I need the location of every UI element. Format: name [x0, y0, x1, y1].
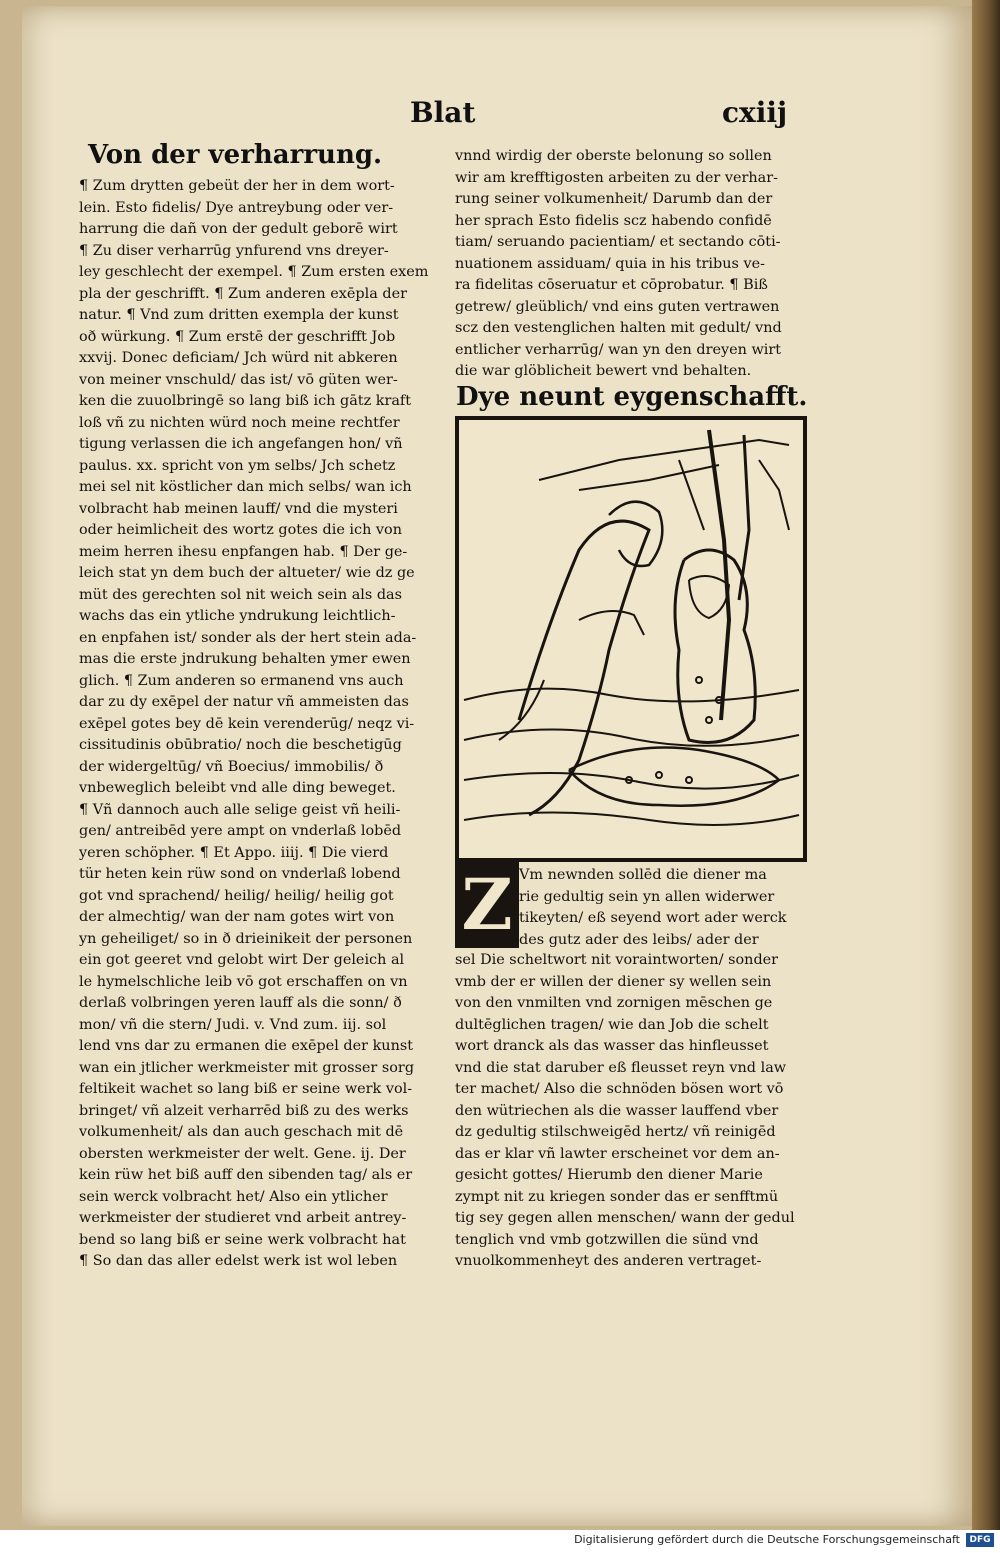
- right-column-initial-line: tikeyten/ eß seyend wort ader werck: [519, 910, 787, 926]
- left-column-line: dar zu dy exēpel der natur vñ ammeisten das: [79, 694, 409, 710]
- left-column-line: bringet/ vñ alzeit verharrēd biß zu des werks: [79, 1102, 409, 1119]
- right-column-top-line: scz den vestenglichen halten mit gedult/ vnd: [455, 320, 782, 336]
- left-column-line: vnbeweglich beleibt vnd alle ding beweget.: [79, 780, 396, 796]
- right-column-bottom-line: tenglich vnd vmb gotzwillen die sünd vnd: [455, 1231, 759, 1248]
- left-column-line: derlaß volbringen yeren lauff als die sonn/ ð: [79, 995, 402, 1011]
- left-column-line: sein werck volbracht het/ Also ein ytlicher: [79, 1188, 388, 1205]
- left-column-line: tigung verlassen die ich angefangen hon/ vñ: [79, 436, 403, 452]
- right-column-bottom-line: dultēglichen tragen/ wie dan Job die schelt: [455, 1016, 769, 1033]
- right-column-top-line: wir am krefftigosten arbeiten zu der verhar-: [455, 169, 778, 186]
- right-column-initial-line: Vm newnden sollēd die diener ma: [519, 867, 767, 883]
- right-column-bottom-line: ter machet/ Also die schnöden bösen wort vō: [455, 1081, 784, 1097]
- left-column-line: ley geschlecht der exempel. ¶ Zum ersten exem: [79, 264, 429, 280]
- right-column-top-line: tiam/ seruando pacientiam/ et sectando cōti-: [455, 234, 781, 250]
- left-column-line: meim herren ihesu enpfangen hab. ¶ Der ge-: [79, 543, 408, 560]
- right-column-bottom-line: den wütriechen als die wasser lauffend vber: [455, 1102, 779, 1119]
- right-column-bottom-line: tig sey gegen allen menschen/ wann der gedul: [455, 1210, 795, 1226]
- left-column-line: müt des gerechten sol nit weich sein als das: [79, 586, 403, 603]
- left-heading: Von der verharrung.: [88, 140, 383, 170]
- left-column-line: feltikeit wachet so lang biß er seine werk vol-: [79, 1081, 413, 1097]
- left-column-line: mas die erste jndrukung behalten ymer ewen: [79, 651, 411, 667]
- left-column-line: loß vñ zu nichten würd noch meine rechtfer: [79, 414, 400, 431]
- left-column-line: paulus. xx. spricht von ym selbs/ Jch schetz: [79, 457, 396, 474]
- left-column-line: volkumenheit/ als dan auch geschach mit dē: [79, 1124, 404, 1140]
- left-column-line: volbracht hab meinen lauff/ vnd die mysteri: [79, 500, 398, 517]
- right-column-bottom-line: vnd die stat daruber eß fleusset reyn vnd law: [455, 1059, 787, 1076]
- left-column-line: oder heimlicheit des wortz gotes die ich von: [79, 522, 402, 538]
- page-edge: [972, 0, 1000, 1553]
- left-column-line: got vnd sprachend/ heilig/ heilig/ heilig got: [79, 887, 394, 904]
- right-heading: Dye neunt eygenschafft.: [456, 382, 808, 412]
- right-column-bottom-line: vnuolkommenheyt des anderen vertraget-: [455, 1253, 762, 1269]
- left-column-line: lein. Esto fidelis/ Dye antreybung oder ver-: [79, 199, 394, 216]
- left-column-line: yn geheiliget/ so in ð drieinikeit der personen: [79, 930, 413, 947]
- left-column-line: ¶ Zum drytten gebeüt der her in dem wort-: [79, 178, 395, 194]
- left-column-line: ¶ So dan das aller edelst werk ist wol leben: [79, 1253, 398, 1269]
- right-column-bottom-line: wort dranck als das wasser das hinfleusset: [455, 1038, 769, 1054]
- right-column-top-line: nuationem assiduam/ quia in his tribus ve-: [455, 255, 765, 272]
- left-column-line: natur. ¶ Vnd zum dritten exempla der kunst: [79, 307, 399, 323]
- right-column-bottom-line: das er klar vñ lawter erscheinet vor dem an-: [455, 1145, 780, 1162]
- left-column-line: obersten werkmeister der welt. Gene. ij. Der: [79, 1145, 406, 1162]
- left-column-line: leich stat yn dem buch der altueter/ wie dz ge: [79, 565, 415, 581]
- left-column-line: glich. ¶ Zum anderen so ermanend vns auch: [79, 672, 404, 689]
- left-column-line: ein got geeret vnd gelobt wirt Der geleich al: [79, 952, 405, 968]
- left-column-text: [79, 176, 437, 1273]
- right-column-top-line: ra fidelitas cōseruatur et cōprobatur. ¶ Biß: [455, 277, 768, 293]
- right-column-top-line: vnnd wirdig der oberste belonung so sollen: [455, 148, 772, 164]
- running-head-right: cxiij: [722, 96, 788, 129]
- right-column-initial-lines: [519, 865, 809, 951]
- left-column-line: yeren schöpher. ¶ Et Appo. iiij. ¶ Die vierd: [79, 844, 389, 861]
- woodcut-svg: [459, 420, 803, 858]
- left-column-line: kein rüw het biß auff den sibenden tag/ als er: [79, 1167, 413, 1183]
- left-column-line: ken die zuuolbringē so lang biß ich gātz kraft: [79, 393, 412, 409]
- running-head-left: Blat: [410, 96, 476, 129]
- right-column-bottom-line: zympt nit zu kriegen sonder das er senfftmü: [455, 1188, 779, 1205]
- right-column-top-line: her sprach Esto fidelis scz habendo confidē: [455, 212, 772, 229]
- digitization-credit: Digitalisierung gefördert durch die Deutsche Forschungsgemeinschaft: [574, 1533, 960, 1546]
- dfg-logo: DFG: [966, 1533, 994, 1547]
- right-column-bottom-line: vmb der er willen der diener sy wellen sein: [455, 973, 772, 990]
- left-column-line: le hymelschliche leib vō got erschaffen on vn: [79, 973, 408, 990]
- right-column-bottom-line: sel Die scheltwort nit voraintworten/ sonder: [455, 952, 779, 968]
- left-column-line: gen/ antreibēd yere ampt on vnderlaß lobēd: [79, 823, 402, 839]
- left-column-line: werkmeister der studieret vnd arbeit antrey-: [79, 1210, 407, 1226]
- left-column-line: cissitudinis obūbratio/ noch die beschetigūg: [79, 737, 402, 753]
- right-column-top-line: die war glöblicheit bewert vnd behalten.: [455, 363, 752, 379]
- right-column-bottom-line: gesicht gottes/ Hierumb den diener Marie: [455, 1167, 763, 1183]
- left-column-line: von meiner vnschuld/ das ist/ vō güten wer-: [79, 371, 398, 388]
- left-column-line: xxvij. Donec deficiam/ Jch würd nit abkeren: [79, 350, 398, 366]
- right-column-initial-line: des gutz ader des leibs/ ader der: [519, 931, 759, 948]
- right-column-top-line: rung seiner volkumenheit/ Darumb dan der: [455, 191, 773, 207]
- left-column-line: der almechtig/ wan der nam gotes wirt von: [79, 909, 395, 925]
- left-column-line: pla der geschrifft. ¶ Zum anderen exēpla der: [79, 285, 407, 302]
- right-column-initial-line: rie gedultig sein yn allen widerwer: [519, 888, 775, 905]
- right-column-bottom-text: [455, 950, 805, 1273]
- left-column-line: exēpel gotes bey dē kein verenderūg/ neqz vi-: [79, 715, 415, 732]
- left-column-line: lend vns dar zu ermanen die exēpel der kunst: [79, 1038, 414, 1054]
- left-column-line: ¶ Zu diser verharrūg ynfurend vns dreyer-: [79, 242, 389, 259]
- left-column-line: oð würkung. ¶ Zum erstē der geschrifft Job: [79, 328, 396, 345]
- left-column-line: mon/ vñ die stern/ Judi. v. Vnd zum. iij. sol: [79, 1016, 387, 1033]
- left-column-line: bend so lang biß er seine werk volbracht hat: [79, 1231, 406, 1248]
- left-column-line: wachs das ein ytliche yndrukung leichtlich-: [79, 608, 396, 624]
- left-column-line: wan ein jtlicher werkmeister mit grosser sorg: [79, 1059, 415, 1076]
- right-column-top-line: entlicher verharrūg/ wan yn den dreyen wirt: [455, 341, 782, 358]
- right-column-top-line: getrew/ gleüblich/ vnd eins guten vertrawen: [455, 298, 780, 315]
- left-column-line: en enpfahen ist/ sonder als der hert stein ada-: [79, 629, 417, 646]
- left-column-line: mei sel nit köstlicher dan mich selbs/ wan ich: [79, 479, 412, 495]
- right-column-bottom-line: von den vnmilten vnd zornigen mēschen ge: [455, 995, 773, 1011]
- left-column-line: der widergeltūg/ vñ Boecius/ immobilis/ ð: [79, 758, 384, 775]
- woodcut-illustration: [455, 416, 807, 862]
- right-column-bottom-line: dz gedultig stilschweigēd hertz/ vñ reinigēd: [455, 1124, 776, 1140]
- left-column-line: ¶ Vñ dannoch auch alle selige geist vñ heili-: [79, 801, 401, 818]
- decorated-initial: Z: [455, 862, 519, 948]
- left-column-line: tür heten kein rüw sond on vnderlaß lobend: [79, 866, 401, 882]
- left-column-line: harrung die dañ von der gedult geborē wirt: [79, 221, 398, 237]
- right-column-top-text: [455, 146, 811, 383]
